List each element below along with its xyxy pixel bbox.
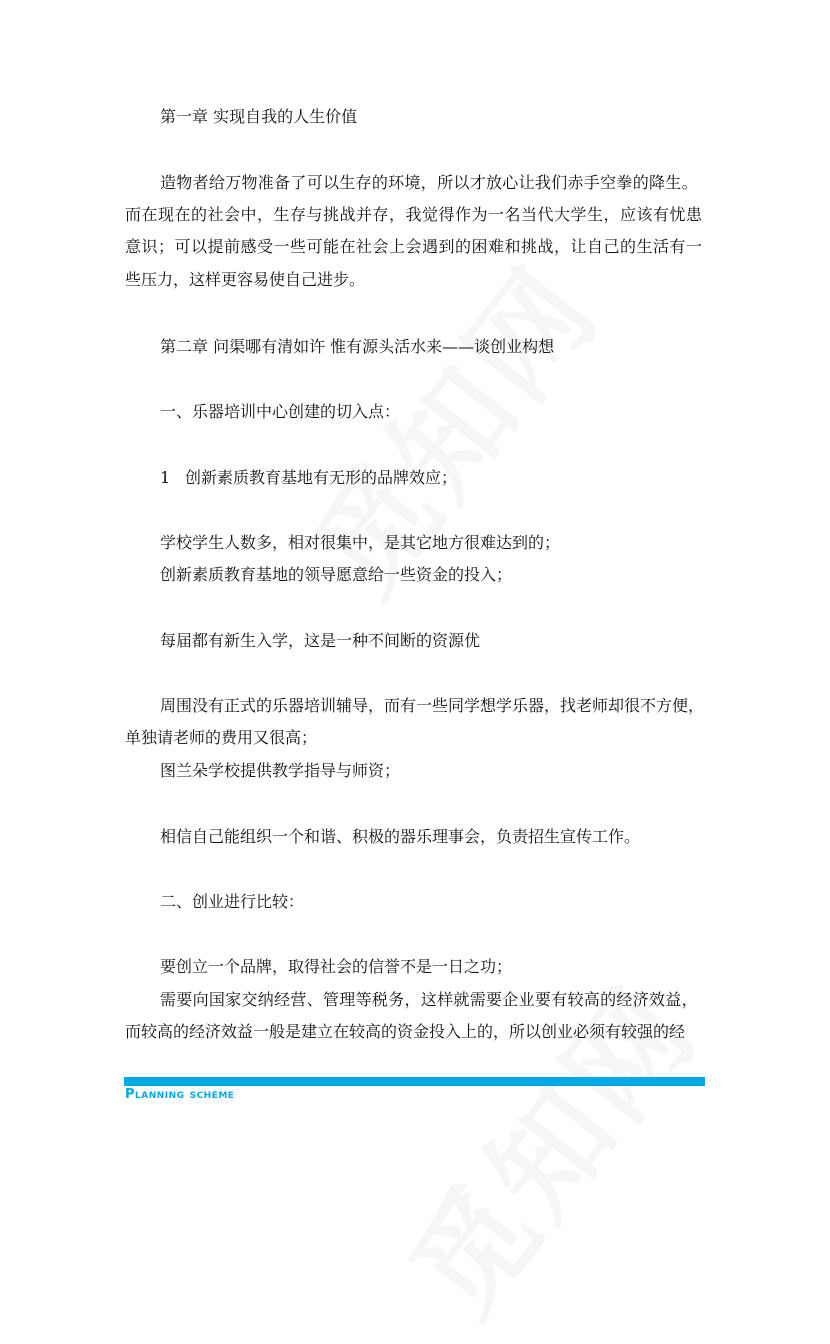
chapter-1-title: 第一章 实现自我的人生价值 [160,107,358,126]
point-line: 每届都有新生入学，这是一种不间断的资源优 [160,631,481,650]
compare-line: 要创立一个品牌，取得社会的信誉不是一日之功； [160,957,513,976]
compare-line: 需要向国家交纳经营、管理等税务，这样就需要企业要有较高的经济效益， [160,990,698,1009]
paragraph-line: 意识；可以提前感受一些可能在社会上会遇到的困难和挑战，让自己的生活有一 [125,237,703,256]
compare-line: 而较高的经济效益一般是建立在较高的资金投入上的，所以创业必须有较强的经 [125,1022,686,1041]
section-2-heading: 二、创业进行比较： [160,892,305,911]
point-line: 单独请老师的费用又很高； [125,728,318,747]
list-item-text: 创新素质教育基地有无形的品牌效应； [185,468,458,487]
section-1-heading: 一、乐器培训中心创建的切入点： [160,402,401,421]
point-line: 创新素质教育基地的领导愿意给一些资金的投入； [160,565,513,584]
paragraph-line: 造物者给万物准备了可以生存的环境，所以才放心让我们赤手空拳的降生。 [160,173,698,192]
point-line: 图兰朵学校提供教学指导与师资； [160,761,401,780]
point-line: 相信自己能组织一个和谐、积极的器乐理事会，负责招生宣传工作。 [160,827,641,846]
list-item-number: 1 [160,468,171,487]
paragraph-line: 而在现在的社会中，生存与挑战并存，我觉得作为一名当代大学生，应该有忧患 [125,205,703,224]
paragraph-line: 些压力，这样更容易使自己进步。 [125,270,366,289]
chapter-2-title: 第二章 问渠哪有清如许 惟有源头活水来——谈创业构想 [160,337,555,356]
point-line: 周围没有正式的乐器培训辅导，而有一些同学想学乐器，找老师却很不方便， [160,696,705,715]
footer-divider-bar [124,1077,705,1086]
point-line: 学校学生人数多，相对很集中，是其它地方很难达到的； [160,533,561,552]
footer-label: Planning scheme [125,1087,235,1102]
